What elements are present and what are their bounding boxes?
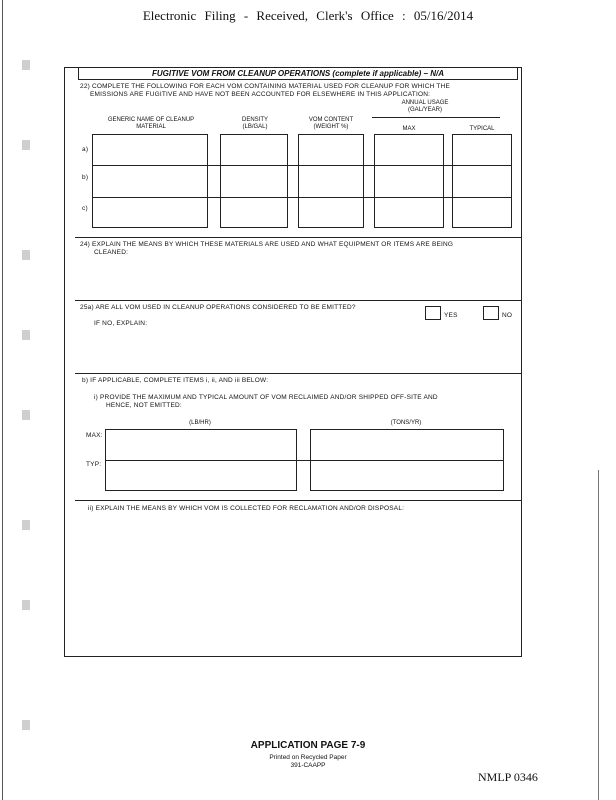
no-checkbox[interactable] bbox=[483, 306, 499, 320]
col-density: DENSITY bbox=[241, 117, 268, 123]
explain-answer-area[interactable] bbox=[76, 330, 520, 368]
row-label-a: a) bbox=[82, 146, 89, 153]
q22-text-line1: 22) COMPLETE THE FOLLOWING FOR EACH VOM CONTAINING MATERIAL USED FOR CLEANUP FOR WHICH THE bbox=[80, 83, 451, 90]
col-max: MAX bbox=[402, 126, 416, 132]
section-divider bbox=[75, 500, 521, 501]
yes-label: YES bbox=[444, 312, 458, 319]
margin-mark bbox=[22, 60, 30, 70]
reclamation-answer-area[interactable] bbox=[76, 516, 520, 646]
annual-usage-max-field[interactable] bbox=[374, 134, 444, 228]
col-generic-name-2: MATERIAL bbox=[136, 124, 166, 130]
q25b-ii-text: ii) EXPLAIN THE MEANS BY WHICH VOM IS COLLECTED FOR RECLAMATION AND/OR DISPOSAL: bbox=[88, 505, 405, 512]
form-title: FUGITIVE VOM FROM CLEANUP OPERATIONS (complete if applicable) – N/A bbox=[78, 67, 518, 80]
section-divider bbox=[75, 300, 521, 301]
annual-usage-rule bbox=[372, 117, 500, 118]
margin-mark bbox=[22, 600, 30, 610]
row-typ-label: TYP: bbox=[86, 461, 102, 468]
margin-mark bbox=[22, 720, 30, 730]
recycled-paper-note: Printed on Recycled Paper bbox=[269, 754, 347, 761]
col-tons-yr: (TONS/YR) bbox=[390, 420, 422, 426]
cleanup-material-name-field[interactable] bbox=[92, 134, 208, 228]
if-no-explain-label: IF NO, EXPLAIN: bbox=[94, 320, 148, 327]
annual-usage-units: (GAL/YEAR) bbox=[407, 107, 442, 113]
row-label-c: c) bbox=[82, 205, 88, 212]
yes-checkbox[interactable] bbox=[425, 306, 441, 320]
row-label-b: b) bbox=[82, 174, 89, 181]
section-divider bbox=[75, 373, 521, 374]
q22-text-line2: EMISSIONS ARE FUGITIVE AND HAVE NOT BEEN ACCOUNTED FOR ELSEWHERE IN THIS APPLICATION: bbox=[90, 91, 431, 98]
col-density-units: (LB/GAL) bbox=[242, 124, 268, 130]
q24-text-line2: CLEANED: bbox=[94, 249, 129, 256]
q25b-i-line2: HENCE, NOT EMITTED: bbox=[106, 402, 182, 409]
q24-answer-area[interactable] bbox=[76, 258, 520, 298]
margin-mark bbox=[22, 140, 30, 150]
row-divider bbox=[105, 460, 504, 461]
annual-usage-typical-field[interactable] bbox=[452, 134, 512, 228]
filing-stamp: Electronic Filing - Received, Clerk's Office : 05/16/2014 bbox=[142, 8, 474, 23]
annual-usage-header: ANNUAL USAGE bbox=[401, 100, 449, 106]
margin-mark bbox=[22, 410, 30, 420]
row-divider bbox=[92, 197, 512, 198]
col-vom-content: VOM CONTENT bbox=[308, 117, 354, 123]
bates-number: NMLP 0346 bbox=[478, 770, 538, 784]
col-typical: TYPICAL bbox=[469, 126, 495, 132]
margin-mark bbox=[22, 520, 30, 530]
row-max-label: MAX: bbox=[86, 432, 103, 439]
q25b-i-line1: i) PROVIDE THE MAXIMUM AND TYPICAL AMOUNT OF VOM RECLAIMED AND/OR SHIPPED OFF-SITE AND bbox=[94, 394, 438, 401]
density-field[interactable] bbox=[220, 134, 288, 228]
row-divider bbox=[92, 165, 512, 166]
margin-mark bbox=[22, 330, 30, 340]
q25a-question: 25a) ARE ALL VOM USED IN CLEANUP OPERATIONS CONSIDERED TO BE EMITTED? bbox=[80, 304, 356, 311]
q25b-intro: b) IF APPLICABLE, COMPLETE ITEMS i, ii, AND iii BELOW: bbox=[82, 377, 269, 384]
col-lb-hr: (LB/HR) bbox=[189, 420, 211, 426]
q24-text-line1: 24) EXPLAIN THE MEANS BY WHICH THESE MATERIALS ARE USED AND WHAT EQUIPMENT OR ITEMS ARE BEING bbox=[80, 241, 454, 248]
vom-content-field[interactable] bbox=[298, 134, 364, 228]
scan-edge-left bbox=[2, 0, 3, 800]
col-vom-units: (WEIGHT %) bbox=[313, 124, 349, 130]
form-code: 391-CAAPP bbox=[290, 762, 326, 769]
no-label: NO bbox=[502, 312, 513, 319]
section-divider bbox=[75, 237, 521, 238]
margin-mark bbox=[22, 250, 30, 260]
col-generic-name: GENERIC NAME OF CLEANUP bbox=[107, 117, 195, 123]
application-page-label: APPLICATION PAGE 7-9 bbox=[250, 740, 366, 751]
